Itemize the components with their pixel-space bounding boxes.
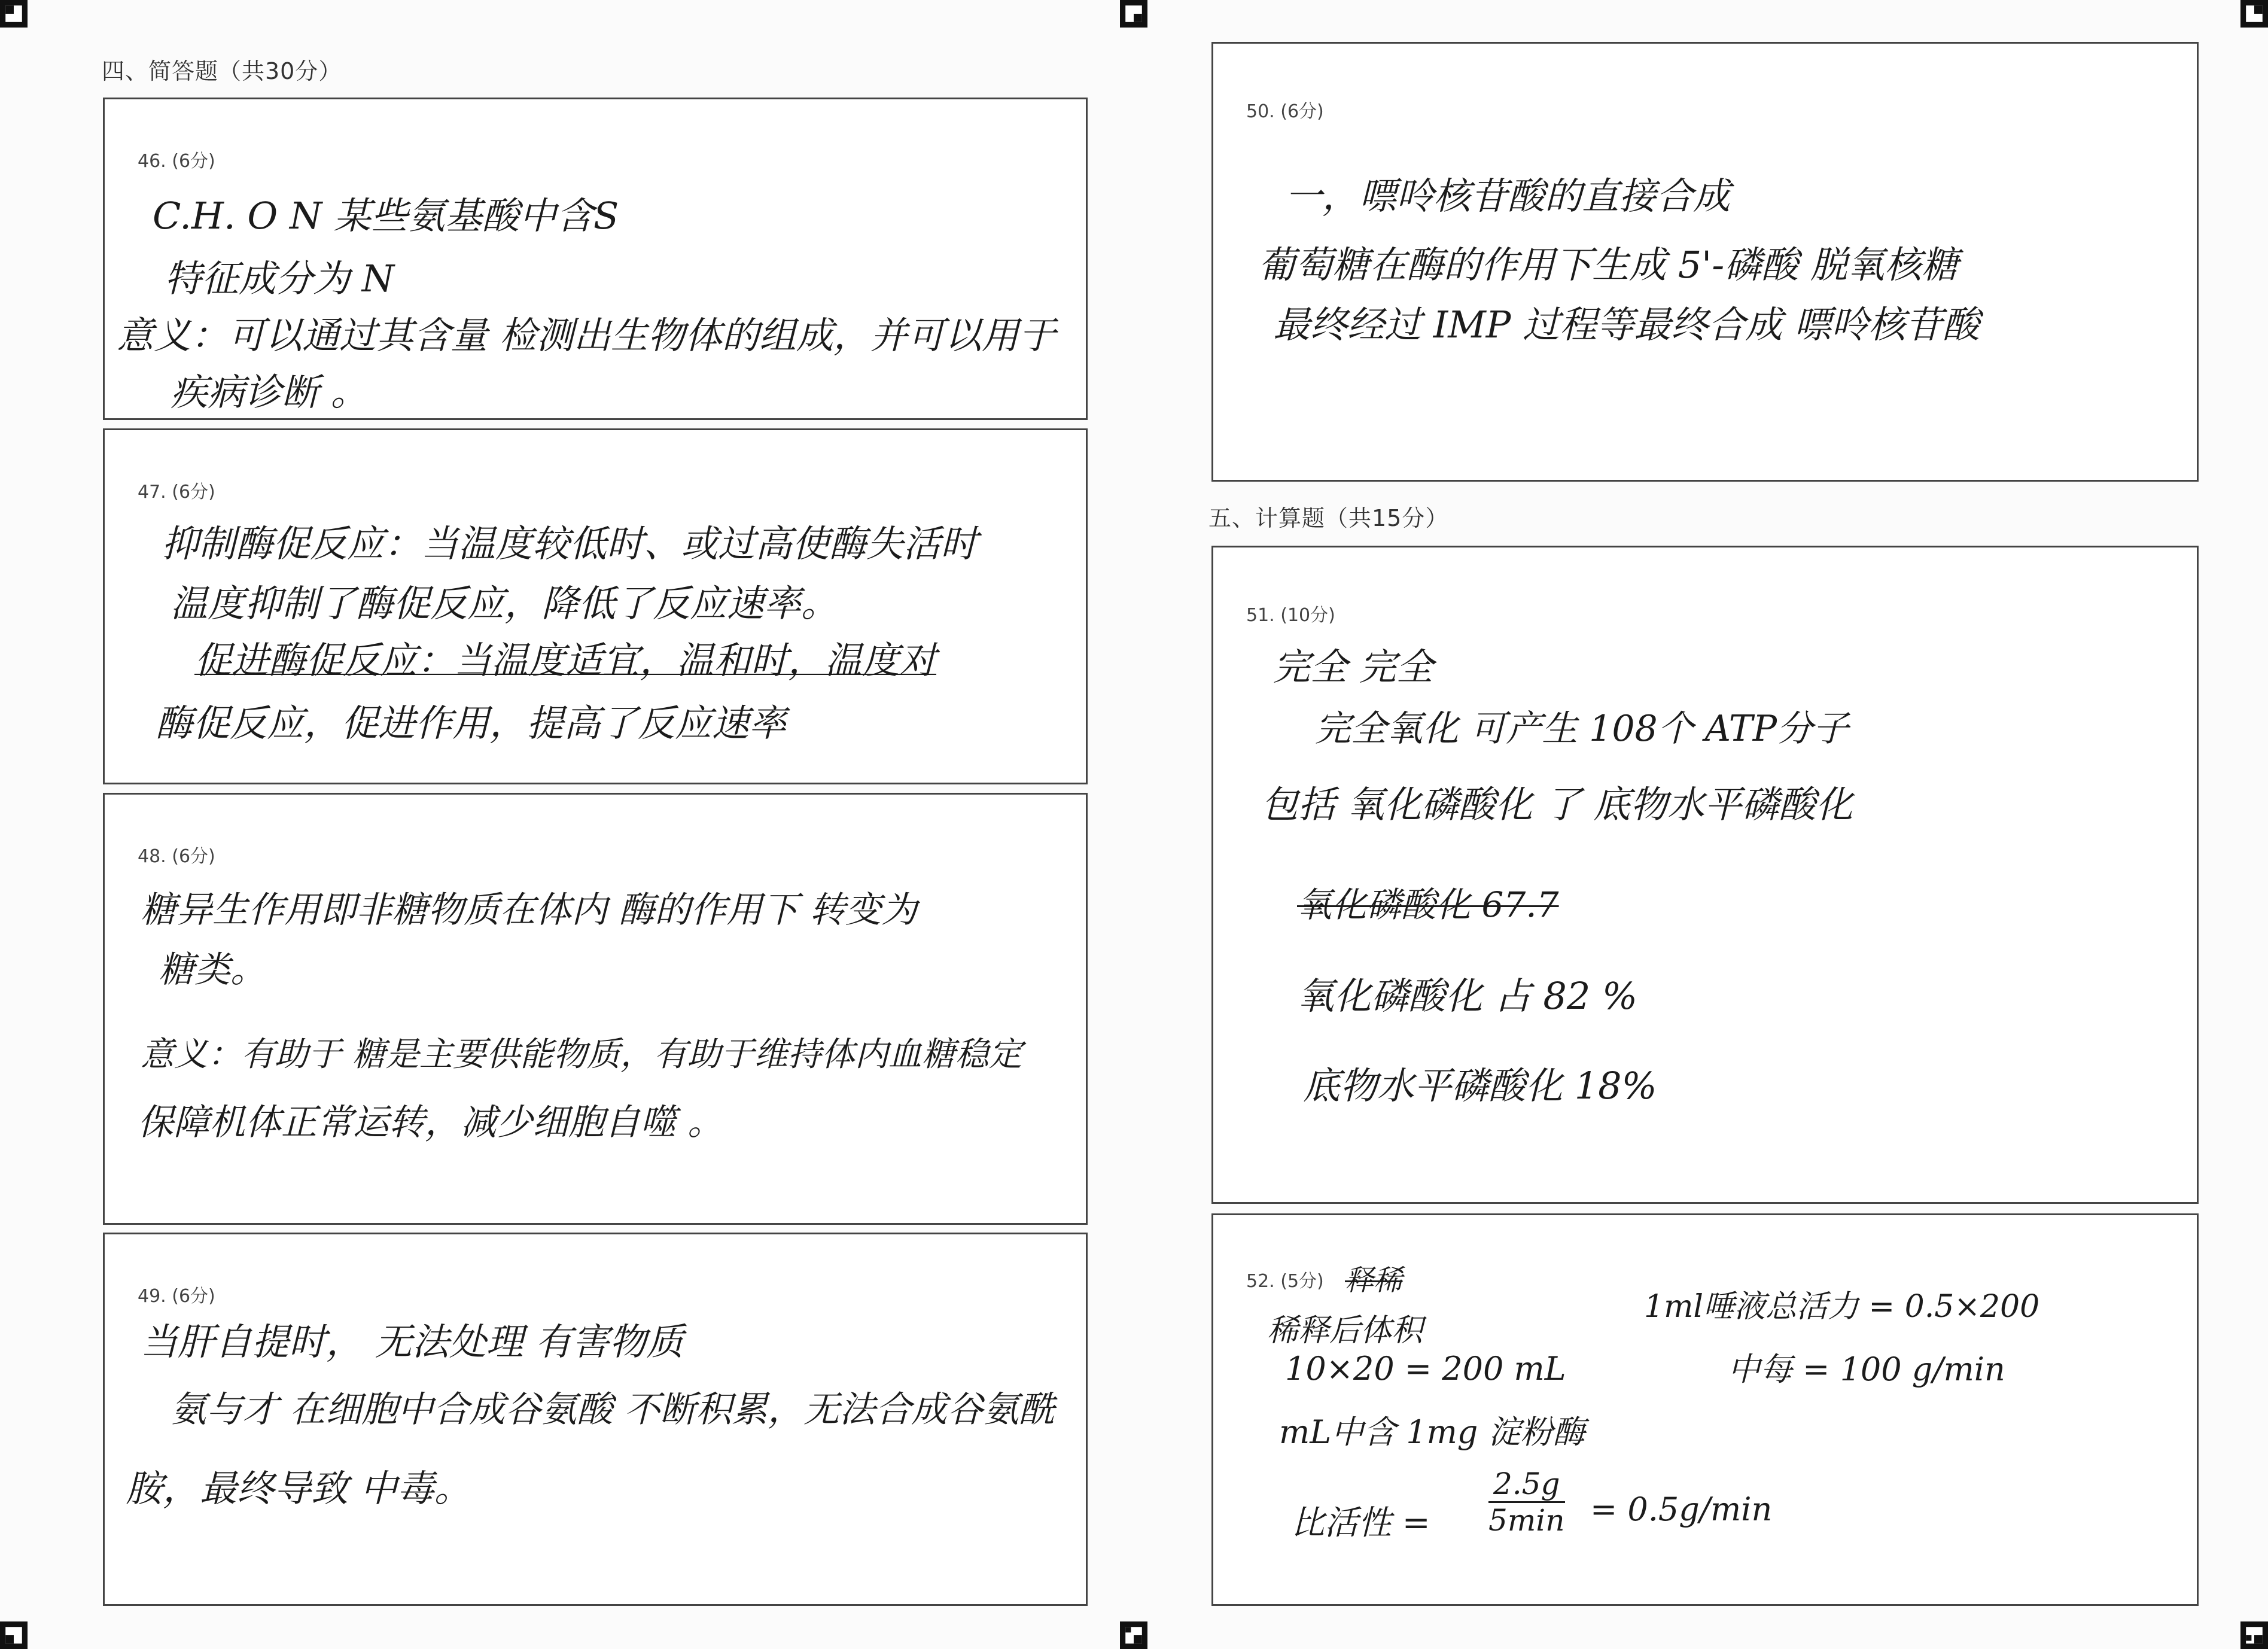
answer-line: 10×20 = 200 mL <box>1285 1350 1566 1388</box>
answer-line: 保障机体正常运转，减少细胞自噬 。 <box>138 1102 724 1143</box>
answer-line: 稀释后体积 <box>1267 1313 1423 1349</box>
answer-line: 意义：有助于 糖是主要供能物质，有助于维持体内血糖稳定 <box>141 1035 1022 1074</box>
question-label: 48. (6分) <box>138 846 215 867</box>
answer-box-q48 <box>103 793 1088 1225</box>
answer-line: 疾病诊断 。 <box>171 370 368 414</box>
corner-marker-bottom-right <box>2240 1621 2268 1649</box>
corner-marker-top-right <box>2240 0 2268 28</box>
formula-lhs: 比活性 = <box>1291 1504 1430 1542</box>
answer-line: 特征成分为 N <box>165 257 394 300</box>
answer-box-q52 <box>1211 1213 2199 1606</box>
question-label: 46. (6分) <box>138 151 215 172</box>
struck-answer-line: 氧化磷酸化 67.7 <box>1297 884 1559 925</box>
answer-line: 糖类。 <box>159 949 266 991</box>
answer-line: 中每 = 100 g/min <box>1728 1350 2005 1388</box>
answer-line: 氨与才 在细胞中合成谷氨酸 不断积累，无法合成谷氨酰 <box>171 1389 1055 1431</box>
formula-numerator: 2.5g <box>1488 1467 1565 1503</box>
corner-marker-top-left <box>0 0 28 28</box>
question-label: 50. (6分) <box>1246 101 1324 122</box>
struck-answer-line: 释稀 <box>1345 1264 1403 1297</box>
answer-line: 完全氧化 可产生 108个 ATP分子 <box>1315 708 1849 750</box>
answer-line: 酶促反应，促进作用，提高了反应速率 <box>156 701 787 745</box>
corner-marker-bottom-center <box>1120 1621 1147 1649</box>
answer-line: 抑制酶促反应：当温度较低时、或过高使酶失活时 <box>162 522 978 565</box>
answer-box-q46 <box>103 98 1088 420</box>
section-title-short-answer: 四、简答题（共30分） <box>102 58 342 84</box>
answer-line: 温度抑制了酶促反应，降低了反应速率。 <box>171 582 839 625</box>
answer-line: 底物水平磷酸化 18% <box>1303 1064 1657 1108</box>
answer-line: 一，嘌呤核苷酸的直接合成 <box>1285 174 1731 218</box>
answer-line: 完全 完全 <box>1273 645 1433 689</box>
answer-line: 糖异生作用即非糖物质在体内 酶的作用下 转变为 <box>141 889 918 931</box>
question-label: 52. (5分) <box>1246 1271 1324 1292</box>
answer-box-q47 <box>103 428 1088 784</box>
answer-box-q51 <box>1211 546 2199 1204</box>
answer-line: 包括 氧化磷酸化 了 底物水平磷酸化 <box>1261 783 1853 826</box>
answer-line: C.H. O N 某些氨基酸中含S <box>153 194 619 238</box>
answer-box-q49 <box>103 1233 1088 1606</box>
answer-line: 意义：可以通过其含量 检测出生物体的组成，并可以用于 <box>117 314 1056 357</box>
formula-denominator: 5min <box>1488 1503 1565 1538</box>
question-label: 49. (6分) <box>138 1286 215 1307</box>
question-label: 51. (10分) <box>1246 605 1335 626</box>
answer-line: 1ml唾液总活力 = 0.5×200 <box>1644 1289 2040 1325</box>
answer-line: mL中含 1mg 淀粉酶 <box>1279 1413 1585 1451</box>
answer-line: 氧化磷酸化 占 82 % <box>1297 974 1637 1018</box>
answer-line: 胺，最终导致 中毒。 <box>126 1467 471 1510</box>
answer-line: 最终经过 IMP 过程等最终合成 嘌呤核苷酸 <box>1273 303 1980 346</box>
answer-line: 当肝自提时， 无法处理 有害物质 <box>141 1320 684 1364</box>
answer-line: 葡萄糖在酶的作用下生成 5'-磷酸 脱氧核糖 <box>1258 243 1959 287</box>
formula-rhs: = 0.5g/min <box>1590 1490 1773 1528</box>
section-title-calculation: 五、计算题（共15分） <box>1208 505 1449 531</box>
answer-box-q50 <box>1211 42 2199 482</box>
corner-marker-bottom-left <box>0 1621 28 1649</box>
question-label: 47. (6分) <box>138 482 215 503</box>
answer-line: 促进酶促反应：当温度适宜，温和时，温度对 <box>194 638 937 682</box>
corner-marker-top-center <box>1120 0 1147 28</box>
formula-fraction <box>1488 1467 1565 1538</box>
